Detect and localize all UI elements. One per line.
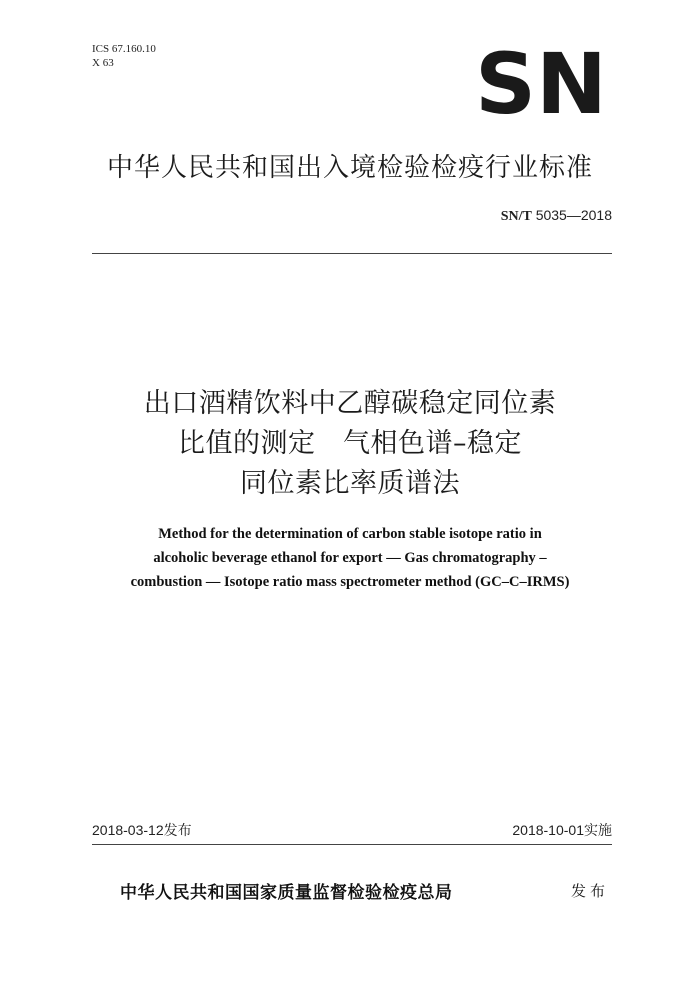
- standard-number: [501, 207, 612, 225]
- title-en-line: Method for the determination of carbon stable isotope ratio in: [158, 526, 542, 542]
- ics-block: [92, 42, 156, 70]
- title-english: [0, 522, 700, 594]
- issue-action: 发布: [571, 882, 610, 900]
- title-cn-line: 同位素比率质谱法: [240, 468, 460, 499]
- ics-code: ICS 67.160.10: [92, 43, 156, 55]
- top-divider: [92, 253, 612, 254]
- sn-logo-text: SN: [475, 50, 607, 116]
- title-cn-line: 出口酒精饮料中乙醇碳稳定同位素: [143, 388, 557, 419]
- standard-category: 中华人民共和国出入境检验检疫行业标准: [106, 153, 593, 183]
- title-en-line: alcoholic beverage ethanol for export — Gas chromatography –: [153, 550, 547, 566]
- bottom-divider: [92, 844, 612, 845]
- title-en-line: combustion — Isotope ratio mass spectrometer method (GC–C–IRMS): [130, 574, 570, 590]
- issuing-authority: 中华人民共和国国家质量监督检验检疫总局: [120, 883, 453, 903]
- standard-prefix: SN/T: [500, 209, 532, 224]
- title-cn-line: 比值的测定 气相色谱–稳定: [178, 428, 522, 459]
- implementation-date: 2018-10-01实施: [512, 822, 612, 838]
- class-code: X 63: [92, 57, 114, 69]
- sn-logo: [474, 50, 608, 116]
- title-chinese: [0, 384, 700, 504]
- issue-date: 2018-03-12发布: [92, 822, 192, 838]
- standard-code: 5035—2018: [535, 207, 612, 223]
